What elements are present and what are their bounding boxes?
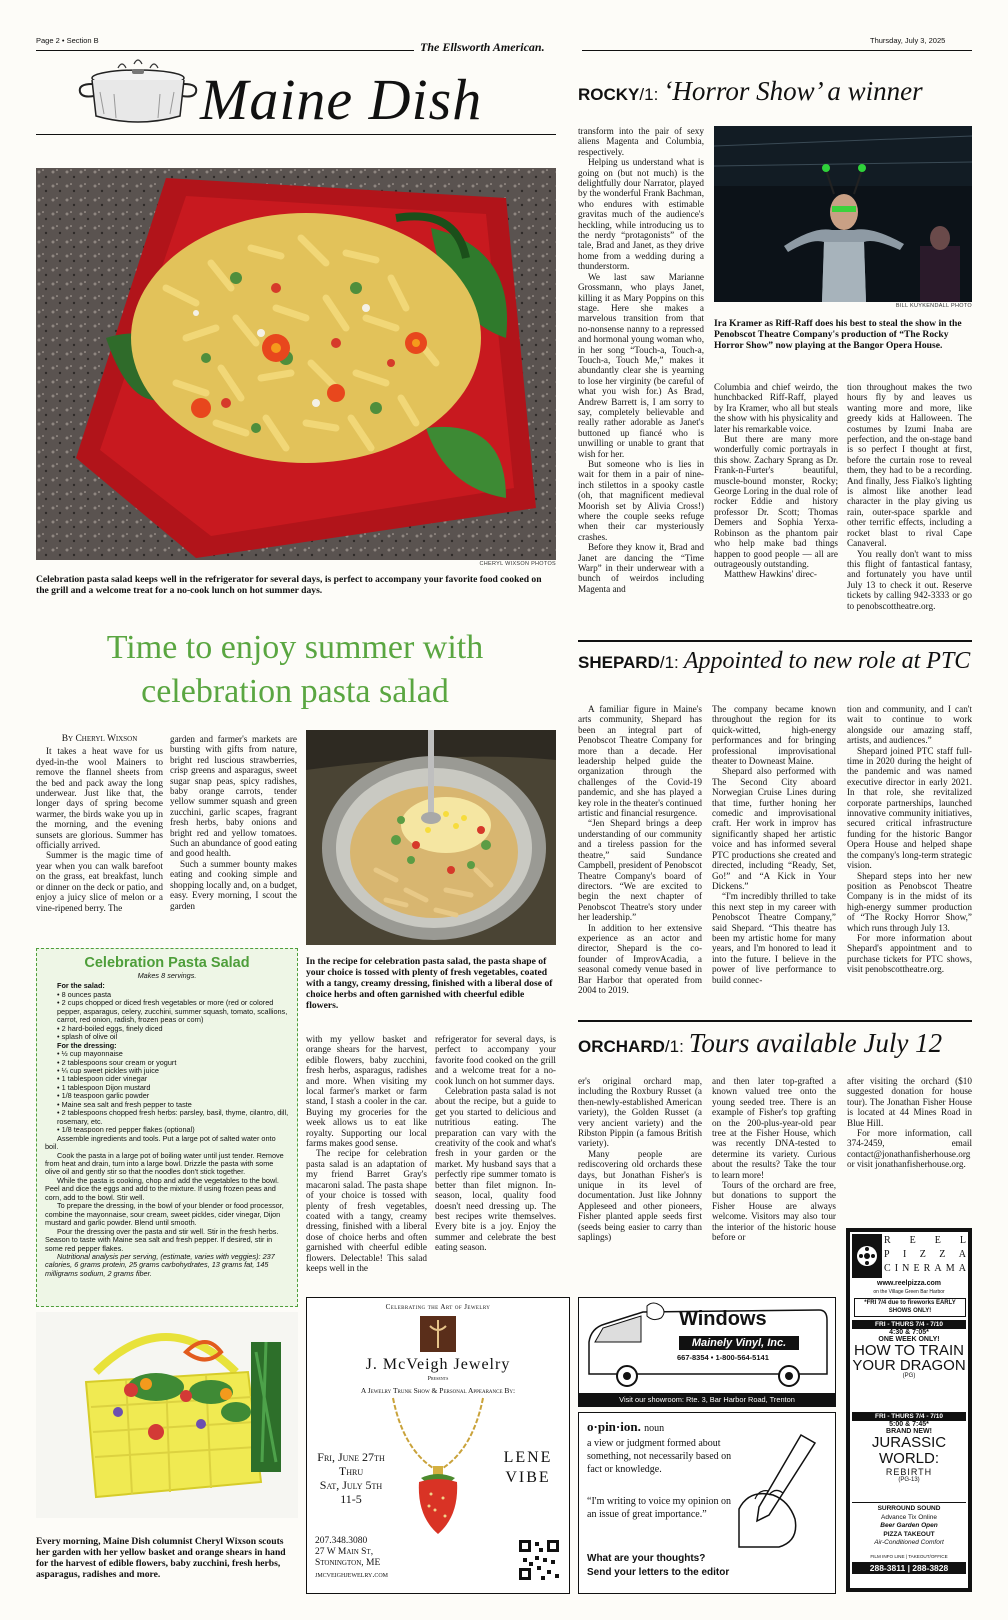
recipe-step: To prepare the dressing, in the bowl of your blender or food processor, combine the mayonnaise, sour cream, sweet pickles, cider vinegar, Dijon mustard and garlic powder. Blend until smooth. [45, 1201, 284, 1228]
rocky-para: Matthew Hawkins' direc- [724, 569, 817, 580]
maine-dish-para-1: It takes a heat wave for us dyed-in-the wool Mainers to remove the flannel sheets from the bed and pack away the long underwear. Just like that, the longer days of spring become warmer, the birds wake you up in the morning, and the evening sunsets are glorious. Summer has officially arrived. [36, 746, 163, 851]
maine-dish-para-3: garden and farmer's markets are bursting with gifts from nature, bright red luscious strawberries, crisp greens and asparagus, sweet sugar snap peas, spicy radishes, baby orange carrots, tender yellow summer squash and green zucchini, garlic scapes, fragrant fresh herbs, baby onions and bright red and yellow tomatoes. Such an abundance of good eating and good health. [170, 734, 297, 859]
bowl-photo [306, 730, 556, 945]
jewelry-event: A Jewelry Trunk Show & Personal Appearance By: [360, 1386, 516, 1395]
jewelry-address-1: 27 W Main St, [315, 1547, 374, 1557]
ingredient: • 1/8 teaspoon red pepper flakes (optional) [57, 1125, 195, 1135]
opinion-pos: noun [644, 1423, 665, 1434]
logo-letter: R [884, 1235, 891, 1246]
orchard-para: and then later top-grafted a known valued tree onto the young seeded tree. There is an example of Fisher's top grafting on the 200-plus-year-old pear tree at the Fisher House, which was recently DNA-tested to determine its variety. Curious about the results? Take the tour to learn more! [712, 1076, 836, 1180]
salad-ingredients [45, 991, 289, 1042]
orchard-para: For more information, call 374-2459, email contact@jonathanfisherhouse.org or visit jonathanfisherhouse.org. [847, 1128, 972, 1170]
ingredient: • 2 cups chopped or diced fresh vegetables or more (red or colored pepper, asparagus, celery, zucchini, summer squash, tomato, scallions, carrot, red onion, radish, frozen peas or corn) [57, 998, 288, 1025]
riff-raff-photo [714, 126, 972, 302]
shepard-para: “I'm incredibly thrilled to take this next step in my career with Penobscot Theatre Company,” said Shepard. “This theatre has been my artistic home for many years, and I'm honored to lead it into the future. I believe in the power of live performance to build connec- [712, 891, 836, 985]
logo-letter: E [934, 1235, 941, 1246]
logo-row [884, 1248, 966, 1262]
logo-letter: M [945, 1263, 955, 1274]
windows-ad[interactable] [578, 1297, 836, 1407]
rocky-keyword: ROCKY [578, 85, 640, 104]
artist-line: LENE [503, 1449, 553, 1466]
maine-dish-col-1 [36, 734, 163, 938]
shepard-para: “Jen Shepard brings a deep understanding of our community and a tireless passion for the theatre,” said Sundance Campbell, president of Penobscot Theatre Company's board of directors. “We are excited to begin the next chapter of Penobscot Theatre's story under her leadership.” [578, 818, 703, 923]
windows-company: Mainely Vinyl, Inc. [679, 1336, 799, 1350]
reel-phones[interactable]: 288-3811 | 288-3828 [852, 1562, 966, 1574]
reel-note: *FRI 7/4 due to fireworks EARLY SHOWS ONLY! [854, 1298, 966, 1317]
reel-features [852, 1502, 966, 1548]
orchard-jump: /1: [664, 1037, 684, 1056]
rocky-jump-head [578, 76, 923, 107]
header-rule-right [582, 50, 972, 51]
movie-1-rating: (PG) [902, 1373, 916, 1379]
jewelry-tagline: Celebrating the Art of Jewelry [385, 1303, 491, 1311]
shepard-headline: Appointed to new role at PTC [683, 648, 971, 674]
recipe-makes: Makes 8 servings. [137, 971, 197, 980]
opinion-ad[interactable] [578, 1412, 836, 1594]
paper-name: The Ellsworth American. [420, 40, 545, 54]
windows-showroom: Visit our showroom: Rte. 3, Bar Harbor Road, Trenton [579, 1393, 835, 1406]
rocky-para: You really don't want to miss this flight of fantastical fantasy, and fortunately you have until July 13 to check it out. Reserve tickets by calling 942-3333 or go to penobscottheatre.org. [847, 548, 972, 611]
logo-letter: Z [919, 1249, 926, 1260]
riff-raff-photo-credit: BILL KUYKENDALL PHOTO [895, 303, 972, 309]
ingredient: • 2 tablespoons chopped fresh herbs: parsley, basil, thyme, cilantro, dill, rosemary, etc. [57, 1108, 289, 1126]
logo-letter: A [934, 1263, 942, 1274]
reel-pizza-letters [884, 1234, 966, 1276]
ingredient: • splash of olive oil [57, 1032, 118, 1042]
movie-2-note: BRAND NEW! [886, 1428, 932, 1435]
pasta-photo-caption: Celebration pasta salad keeps well in the refrigerator for several days, is perfect to accompany your favorite food cooked on the grill and a welcome treat for a no-cook lunch on hot summer days. [36, 574, 542, 596]
rocky-para: But there are many more wonderfully comic portrayals in this show. Zachary Sprang as Dr. Frank-n-Furter's beautiful, muscle-bound monster, Rocky; George Loring in the dual role of rocker Eddie and history professor Dr. Scott; Thomas Demers and Sophia Yerxa-Robinson as the phantom pair who help make bad things happen to good people — all are outrageously outstanding. [714, 434, 838, 569]
reel-pizza-ad[interactable] [846, 1228, 972, 1592]
shepard-rule [578, 640, 972, 642]
dressing-ingredients [45, 1050, 289, 1135]
maine-dish-para-7: refrigerator for several days, is perfect to accompany your favorite food cooked on the grill and a welcome treat for a no-cook lunch on hot summer days. [435, 1034, 556, 1086]
jewelry-presents: Presents [427, 1376, 449, 1382]
page-date: Thursday, July 3, 2025 [870, 36, 946, 45]
date-line: Sat, July 5th [319, 1478, 383, 1492]
shepard-jump-head [578, 648, 970, 675]
recipe-step: Pour the dressing over the pasta and stir well. Stir in the fresh herbs. Season to taste with Maine sea salt and fresh pepper. If desired, stir in some red pepper flakes. [45, 1226, 279, 1253]
orchard-headline: Tours available July 12 [688, 1028, 943, 1058]
shepard-keyword: SHEPARD [578, 653, 660, 672]
maine-dish-headline: Time to enjoy summer with celebration pasta salad [106, 629, 484, 710]
shepard-col-2 [712, 704, 836, 1010]
maine-dish-para-2: Summer is the magic time of year when you can walk barefoot on the grass, eat breakfast, lunch or dinner on the deck or patio, and enjoy a juicy slice of melon or a vine-ripened berry. The [36, 850, 163, 913]
shepard-col-1 [578, 704, 702, 1010]
maine-dish-rule [36, 134, 556, 135]
jewelry-contact [315, 1536, 435, 1580]
feature-line: PIZZA TAKEOUT [883, 1530, 935, 1538]
recipe-box [36, 948, 298, 1307]
jewelry-name: J. McVeigh Jewelry [365, 1356, 511, 1373]
opinion-cta-1: What are your thoughts? [587, 1553, 706, 1564]
feature-line: Beer Garden Open [880, 1522, 938, 1529]
pasta-salad-photo [36, 168, 556, 560]
maine-dish-para-6: The recipe for celebration pasta salad is an adaptation of my friend Barret Gray's macaroni salad. The pasta shape of your choice is tossed with plenty of fresh vegetables, coated with a tangy, creamy dressing, finished with a liberal dose of choice herbs and often garnished with cheerful edible flowers. Delectable! This salad keeps well in the [306, 1148, 427, 1273]
jewelry-web[interactable]: jmcveighjewelry.com [315, 1570, 389, 1579]
orchard-col-2 [712, 1076, 836, 1292]
shepard-para: tion and community, and I can't wait to continue to work alongside our amazing staff, artists, and audiences.” [847, 704, 972, 746]
rocky-para: Helping us understand what is going on (but not much) is the delightfully dour Narrator, played by the wonderful Frank Bachman, who endures with estimable gravitas much of the audience's heckling, while introducing us to the nerdy “protagonists” of the tale, Brad and Janet, as they drive home from a wedding during a thunderstorm. [578, 157, 704, 272]
shepard-para: A familiar figure in Maine's arts community, Shepard has been an integral part of Penobscot Theatre Company for more than a decade. Her leadership helped guide the organization through the challenges of the Covid-19 pandemic, and she has played a key role in the theater's continued artistic and financial resurgence. [578, 704, 702, 819]
ingredient: • 8 ounces pasta [57, 989, 112, 999]
windows-phones[interactable]: 667-8354 • 1-800-564-5141 [677, 1353, 769, 1362]
logo-row [884, 1262, 966, 1276]
ingredient: • 1 tablespoon cider vinegar [57, 1074, 148, 1084]
dressing-label: For the dressing: [57, 1040, 117, 1050]
shepard-jump: /1: [659, 653, 679, 672]
movie-2-rating: (PG-13) [898, 1477, 920, 1483]
orchard-para: Many people are rediscovering old orchards these days, but Jonathan Fisher's is unique in its level of documentation. Just like Johnny Appleseed and other pioneers, Fisher planted apple seeds first (seeds being easier to carry than saplings) [578, 1148, 702, 1243]
logo-letter: I [894, 1263, 899, 1274]
maine-dish-para-5: with my yellow basket and orange shears for the harvest, edible flowers, baby zucchini, fresh herbs, asparagus, radishes and more. When visiting my local farmer's market or farm stand, I stash a cooler in the car. Buying my groceries for the week allows us to eat like royalty. Supporting our local farms makes good sense. [306, 1034, 427, 1149]
movie-1-times: 4:30 & 7:05* [889, 1329, 929, 1336]
movie-2-title: JURASSIC WORLD: [871, 1434, 947, 1467]
ingredient: • ½ cup mayonnaise [57, 1049, 123, 1059]
recipe-step: Assemble ingredients and tools. Put a large pot of salted water onto boil. [45, 1133, 276, 1152]
opinion-word [587, 1419, 664, 1435]
ingredient: • 2 hard-boiled eggs, finely diced [57, 1023, 163, 1033]
maine-dish-col-3 [306, 1034, 427, 1273]
opinion-quote: “I'm writing to voice my opinion on an issue of great importance.” [587, 1496, 732, 1520]
movie-2-dates: FRI - THURS 7/4 - 7/10 [852, 1412, 966, 1421]
basket-photo [36, 1312, 298, 1518]
pasta-photo-credit: CHERYL WIXSON PHOTOS [479, 561, 556, 567]
reel-web[interactable]: www.reelpizza.com [877, 1280, 941, 1287]
rocky-para: Before they know it, Brad and Janet are dancing the “Time Warp” in their underwear with a bunch of weirdos including Magenta and [578, 542, 704, 594]
windows-title: Windows [679, 1308, 767, 1330]
rocky-headline: ‘Horror Show’ a winner [663, 76, 923, 106]
movie-1[interactable] [852, 1320, 966, 1379]
opinion-def: a view or judgment formed about something, not necessarily based on fact or knowledge. [587, 1438, 732, 1475]
logo-letter: E [909, 1235, 916, 1246]
recipe-step: While the pasta is cooking, chop and add the vegetables to the bowl. Peel and dice the eggs and add to the mixture. If using frozen peas and corn, add to the bowl. Stir well. [45, 1175, 279, 1202]
bowl-photo-caption: In the recipe for celebration pasta salad, the pasta shape of your choice is tossed with plenty of fresh vegetables, coated with a tangy, creamy dressing, finished with a liberal dose of choice herbs and often garnished with cheerful edible flowers. [306, 956, 553, 1011]
recipe-step: Cook the pasta in a large pot of boiling water until just tender. Remove from heat and drain, turn into a large bowl. Drizzle the pasta with some olive oil and gently stir so that the noodles don't stick together. [45, 1150, 284, 1177]
maine-dish-title: Maine Dish [200, 67, 483, 132]
movie-2[interactable] [852, 1412, 966, 1483]
rocky-para: transform into the pair of sexy aliens Magenta and Columbia, respectively. [578, 126, 704, 157]
jewelry-artist [491, 1448, 565, 1488]
riff-raff-caption: Ira Kramer as Riff-Raff does his best to steal the show in the Penobscot Theatre Company's production of “The Rocky Horror Show” now playing at the Bangor Opera House. [714, 318, 962, 351]
logo-row [884, 1234, 966, 1248]
shepard-para: The company became known throughout the region for its quick-witted, high-energy performances and for bringing professional improvisational theater to Downeast Maine. [712, 704, 836, 767]
basket-photo-caption: Every morning, Maine Dish columnist Cheryl Wixson scouts her garden with her yellow basket and orange shears in hand for the harvest of edible flowers, baby zucchini, fresh herbs, asparagus, radishes and more. [36, 1536, 286, 1580]
movie-1-note: ONE WEEK ONLY! [878, 1336, 940, 1343]
orchard-jump-head [578, 1028, 942, 1059]
feature-line: Air-Conditioned Comfort [874, 1539, 944, 1546]
shepard-para: In addition to her extensive experience as an actor and director, Shepard is the co-founder of ImprovAcadia, a seasonal comedy venue based in Bar Harbor that operated from 2004 to 2019. [578, 922, 702, 995]
date-line: Fri, June 27th [317, 1450, 385, 1464]
maine-dish-col-4 [435, 1034, 556, 1253]
rocky-col-1 [578, 126, 704, 624]
jewelry-dates [311, 1450, 391, 1506]
artist-line: VIBE [505, 1469, 551, 1486]
byline: By Cheryl Wixson [61, 734, 138, 744]
reel-phone-label: FILM INFO LINE | TAKEOUT/OFFICE [870, 1554, 948, 1559]
orchard-para: Tours of the orchard are free, but donations to support the Fisher House are always welcome. Visitors may also tour the interior of the historic house before or [712, 1180, 836, 1243]
necklace-image [383, 1398, 493, 1538]
orchard-keyword: ORCHARD [578, 1037, 665, 1056]
logo-letter: Z [939, 1249, 946, 1260]
recipe-title: Celebration Pasta Salad [84, 955, 250, 971]
ingredient: • 1/8 teaspoon garlic powder [57, 1091, 150, 1101]
reel-pizza-logo [852, 1234, 966, 1280]
movie-1-dates: FRI - THURS 7/4 - 7/10 [852, 1320, 966, 1329]
rocky-col-2 [714, 382, 838, 624]
maine-dish-para-4: Such a summer bounty makes eating and cooking simple and shopping locally and, on a budget, easy. Every morning, I scout the garden [170, 858, 297, 911]
movie-2-subtitle: REBIRTH [885, 1467, 933, 1477]
jewelry-ad[interactable] [306, 1297, 570, 1594]
logo-letter: A [958, 1249, 966, 1260]
maine-dish-col-2 [170, 734, 297, 938]
shepard-para: Shepard steps into her new position as Penobscot Theatre Company is in the midst of its high-energy summer production of “The Rocky Horror Show,” which runs through July 13. [847, 870, 972, 933]
orchard-para: er's original orchard map, including the Roxbury Russet (a then-newly-established American variety), the Golden Russet (a very ancient variety) and the Ribston Pippin (a famous British variety). [578, 1076, 702, 1149]
maine-dish-para-8: Celebration pasta salad is not about the recipe, but a guide to get you started to delicious and nutritious eating. The preparation can vary with the creativity of the cook and what's fresh in your garden or the market. My husband says that a perfectly ripe summer tomato is better than filet mignon. In-season, local, quality food doesn't need dressing up. The best recipes write themselves. Every bite is a joy. Enjoy the summer and celebrate the best eating season. [435, 1086, 556, 1253]
rocky-para: We last saw Marianne Grossmann, who plays Janet, killing it as Mary Poppins on this stage. Here she makes a marvelous transition from that no-nonsense nanny to a repressed and hormonal young woman who, in her song “Touch-a, Touch-a, Touch-a, Touch Me,” makes it abundantly clear she is yearning to lose her virginity (be careful of what you wish for.) As Brad, Andrew Barrett is, I am sorry to say, completely believable and really rather adorable as Janet's buttoned up fiancé who is unwilling or unable to grant that wish for her. [578, 271, 704, 459]
film-reel-icon [852, 1234, 882, 1278]
qr-code-icon[interactable] [517, 1538, 561, 1582]
nutrition: Nutritional analysis per serving, (estimate, varies with veggies): 237 calories, 6 grams protein, 25 grams carbohydrates, 13 grams fat, 145 milligrams sodium, 2 grams fiber. [45, 1251, 275, 1278]
logo-letter: P [884, 1249, 890, 1260]
shepard-para: Shepard joined PTC staff full-time in 2020 during the height of the pandemic and was named executive director in early 2021. In that role, she revitalized corporate partnerships, launched innovative community initiatives, secured critical infrastructure funding for the historic Bangor Opera House and helped shape the company's long-term strategic vision. [847, 745, 972, 871]
logo-letter: E [913, 1263, 920, 1274]
rocky-para: Columbia and chief weirdo, the hunchbacked Riff-Raff, played by Ira Kramer, who all but steals the show with his physicality and later his remarkable voice. [714, 382, 838, 434]
logo-letter: L [959, 1235, 966, 1246]
rocky-col-3 [847, 382, 972, 624]
logo-letter: N [902, 1263, 910, 1274]
hand-pen-icon [729, 1429, 829, 1549]
jewelry-logo-icon [420, 1316, 456, 1352]
header-rule-left [36, 50, 414, 51]
rocky-para: tion throughout makes the two hours fly by and leaves us wanting more and more, like greedy kids at Halloween. The costumes by Izumi Inaba are perfection, and the on-stage band is so perfect I thought at first, before the curtain rose to reveal them, they had to be a recording. And finally, Jess Fialko's lighting is almost like another lead character in the play giving us rain, outer-space sparkle and other terrific effects, including a rocket blast to rival Cape Canaveral. [847, 382, 972, 549]
shepard-col-3 [847, 704, 972, 1010]
reel-location: on the Village Green Bar Harbor [873, 1289, 945, 1295]
rocky-para: But someone who is lies in wait for them in a pair of nine-inch stilettos in a spooky castle (oh, that magnificent medieval Moorish set by Alivia Cross!) where the couple seeks refuge when their car mysteriously crashes. [578, 459, 704, 542]
jewelry-phone[interactable]: 207.348.3080 [315, 1536, 368, 1546]
salad-label: For the salad: [57, 981, 105, 991]
jewelry-address-2: Stonington, ME [315, 1558, 381, 1568]
logo-letter: A [958, 1263, 966, 1274]
orchard-para: after visiting the orchard ($10 suggested donation for house tour). The Jonathan Fisher House is located at 44 Mines Road in Blue Hill. [847, 1076, 972, 1128]
page-folio: Page 2 • Section B [36, 36, 99, 45]
logo-letter: I [902, 1249, 907, 1260]
rocky-jump: /1: [639, 85, 659, 104]
feature-line: SURROUND SOUND [877, 1505, 941, 1512]
orchard-col-3 [847, 1076, 972, 1176]
movie-2-times: 5:00 & 7:45* [889, 1421, 929, 1428]
feature-line: Advance Tix Online [880, 1513, 937, 1521]
opinion-cta-2[interactable]: Send your letters to the editor [587, 1567, 730, 1578]
ingredient: • ¼ cup sweet pickles with juice [57, 1065, 159, 1075]
orchard-col-1 [578, 1076, 702, 1292]
logo-letter: R [923, 1263, 931, 1274]
date-line: Thru [338, 1464, 364, 1478]
movie-1-title: HOW TO TRAIN YOUR DRAGON [852, 1342, 966, 1374]
shepard-para: Shepard also performed with The Second City aboard Norwegian Cruise Lines during that time, further honing her comedic and improvisational craft. Her work in improv has significantly shaped her artistic voice and has informed several PTC productions she created and directed, including “Ready, Set, Go!” and “A Kick in Your Dickens.” [712, 766, 836, 891]
shepard-para: For more information about Shepard's appointment and to purchase tickets for PTC shows, visit penobscottheatre.org. [847, 932, 972, 975]
ingredient: • 2 tablespoons sour cream or yogurt [57, 1057, 177, 1067]
date-line: 11-5 [340, 1492, 362, 1506]
orchard-rule [578, 1020, 972, 1022]
logo-letter: C [884, 1263, 891, 1274]
ingredient: • Maine sea salt and fresh pepper to taste [57, 1099, 192, 1109]
pot-icon [74, 54, 202, 134]
ingredient: • 1 tablespoon Dijon mustard [57, 1082, 151, 1092]
opinion-headword: o·pin·ion. [587, 1419, 641, 1434]
